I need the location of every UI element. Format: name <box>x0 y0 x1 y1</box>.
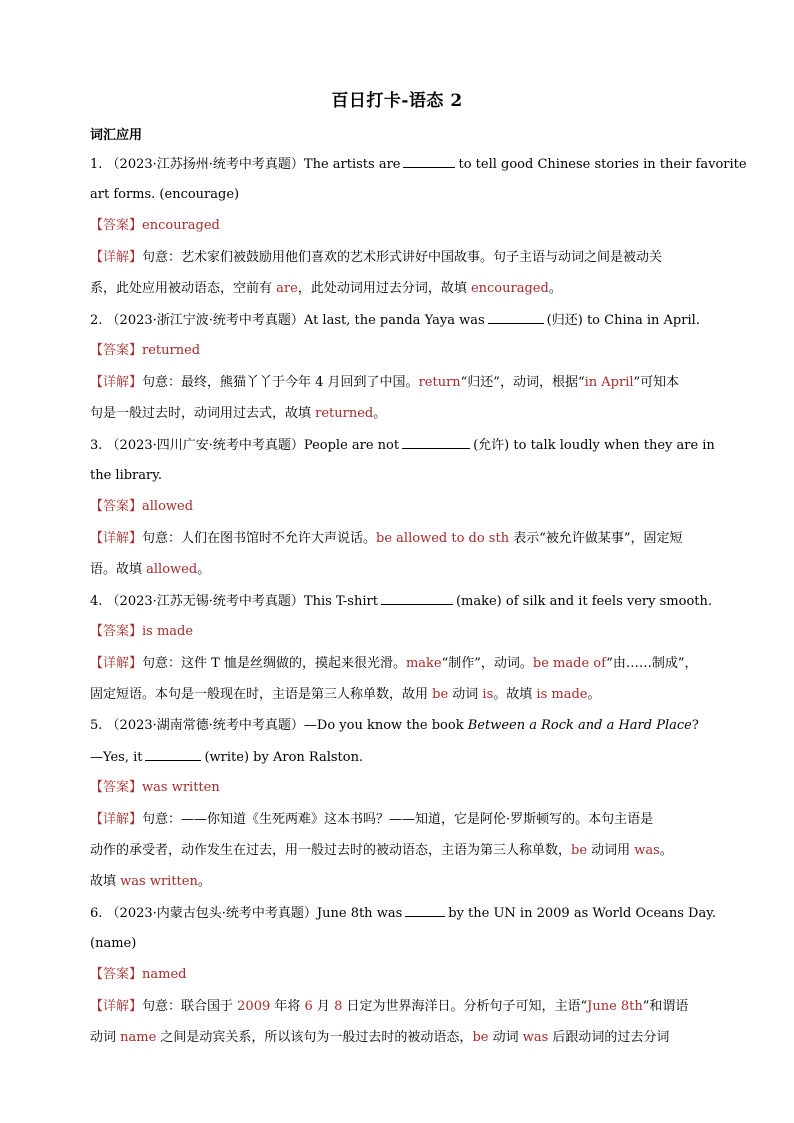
answer-4 <box>90 623 710 641</box>
question-source: （2023·浙江宁波·统考中考真题） <box>106 313 304 328</box>
answer-value: is made <box>142 624 194 639</box>
detail-5-line-3: 故填 was written。 <box>90 874 211 889</box>
question-6-line-2: (name) <box>90 936 137 951</box>
answer-blank <box>488 311 544 324</box>
question-source: （2023·湖南常德·统考中考真题） <box>106 718 304 733</box>
answer-blank <box>405 904 445 917</box>
answer-tag: 【答案】 <box>90 967 143 982</box>
question-4-line-1: 4. （2023·江苏无锡·统考中考真题）This T-shirt (make) of silk and it feels very smooth. <box>90 594 713 609</box>
question-number: 3. <box>90 438 103 453</box>
question-number: 1. <box>90 157 103 172</box>
question-number: 2. <box>90 313 103 328</box>
detail-tag: 【详解】 <box>90 531 143 546</box>
detail-3-line-2: 语。故填 allowed。 <box>90 562 211 577</box>
question-source: （2023·江苏扬州·统考中考真题） <box>106 157 304 172</box>
question-number: 6. <box>90 906 103 921</box>
detail-2-line-1: 【详解】句意：最终，熊猫丫丫于今年 4 月回到了中国。return“归还”，动词，根据“in April”可知本 <box>90 375 680 390</box>
detail-5-line-1: 【详解】句意：——你知道《生死两难》这本书吗？——知道，它是阿伦·罗斯顿写的。本句主语是 <box>90 812 654 827</box>
answer-blank <box>381 592 453 605</box>
question-1-line-2: art forms. (encourage) <box>90 187 240 202</box>
detail-4-line-2: 固定短语。本句是一般现在时，主语是第三人称单数，故用 be 动词 is。故填 is made。 <box>90 687 601 702</box>
detail-tag: 【详解】 <box>90 375 143 390</box>
answer-tag: 【答案】 <box>90 624 143 639</box>
question-source: （2023·四川广安·统考中考真题） <box>106 438 304 453</box>
answer-blank <box>403 155 455 168</box>
detail-1-line-1: 【详解】句意：艺术家们被鼓励用他们喜欢的艺术形式讲好中国故事。句子主语与动词之间是被动关 <box>90 250 663 265</box>
answer-value: encouraged <box>142 218 220 233</box>
question-5-line-2: —Yes, it (write) by Aron Ralston. <box>90 750 364 765</box>
detail-tag: 【详解】 <box>90 250 143 265</box>
question-3-line-2: the library. <box>90 468 162 483</box>
answer-2 <box>90 342 710 360</box>
answer-value: returned <box>142 343 201 358</box>
detail-3-line-1: 【详解】句意：人们在图书馆时不允许大声说话。be allowed to do sth 表示“被允许做某事”，固定短 <box>90 531 683 546</box>
detail-6-line-1: 【详解】句意：联合国于 2009 年将 6 月 8 日定为世界海洋日。分析句子可知，主语“June 8th”和谓语 <box>90 999 689 1014</box>
question-5-line-1: 5. （2023·湖南常德·统考中考真题）—Do you know the book Between a Rock and a Hard Place? <box>90 718 699 733</box>
detail-2-line-2: 句是一般过去时，动词用过去式，故填 returned。 <box>90 406 387 421</box>
answer-blank <box>145 748 201 761</box>
section-heading: 词汇应用 <box>90 128 143 143</box>
question-number: 5. <box>90 718 103 733</box>
page-title: 百日打卡-语态 2 <box>331 91 463 111</box>
answer-value: was written <box>142 780 220 795</box>
book-title: Between a Rock and a Hard Place <box>467 718 692 733</box>
answer-blank <box>402 436 470 449</box>
answer-5 <box>90 779 710 797</box>
detail-tag: 【详解】 <box>90 812 143 827</box>
answer-tag: 【答案】 <box>90 499 143 514</box>
question-source: （2023·内蒙古包头·统考中考真题） <box>106 906 317 921</box>
detail-4-line-1: 【详解】句意：这件 T 恤是丝绸做的，摸起来很光滑。make“制作”，动词。be made of“由……制成”， <box>90 656 698 671</box>
detail-6-line-2: 动词 name 之间是动宾关系，所以该句为一般过去时的被动语态，be 动词 was 后跟动词的过去分词 <box>90 1030 670 1045</box>
answer-tag: 【答案】 <box>90 218 143 233</box>
question-number: 4. <box>90 594 103 609</box>
detail-tag: 【详解】 <box>90 999 143 1014</box>
detail-1-line-2: 系，此处应用被动语态，空前有 are，此处动词用过去分词，故填 encouraged。 <box>90 281 562 296</box>
answer-value: allowed <box>142 499 194 514</box>
detail-5-line-2: 动作的承受者，动作发生在过去，用一般过去时的被动语态，主语为第三人称单数，be 动词用 was。 <box>90 843 673 858</box>
answer-value: named <box>142 967 187 982</box>
question-6-line-1: 6. （2023·内蒙古包头·统考中考真题）June 8th was by the UN in 2009 as World Oceans Day. <box>90 906 716 921</box>
answer-tag: 【答案】 <box>90 780 143 795</box>
detail-tag: 【详解】 <box>90 656 143 671</box>
question-source: （2023·江苏无锡·统考中考真题） <box>106 594 304 609</box>
question-3-line-1: 3. （2023·四川广安·统考中考真题）People are not (允许) to talk loudly when they are in <box>90 438 715 453</box>
answer-3 <box>90 498 710 516</box>
answer-6 <box>90 966 710 984</box>
question-1-line-1: 1. （2023·江苏扬州·统考中考真题）The artists are to tell good Chinese stories in their favorite <box>90 157 747 172</box>
answer-1 <box>90 217 710 235</box>
question-2-line-1: 2. （2023·浙江宁波·统考中考真题）At last, the panda Yaya was (归还) to China in April. <box>90 313 700 328</box>
answer-tag: 【答案】 <box>90 343 143 358</box>
